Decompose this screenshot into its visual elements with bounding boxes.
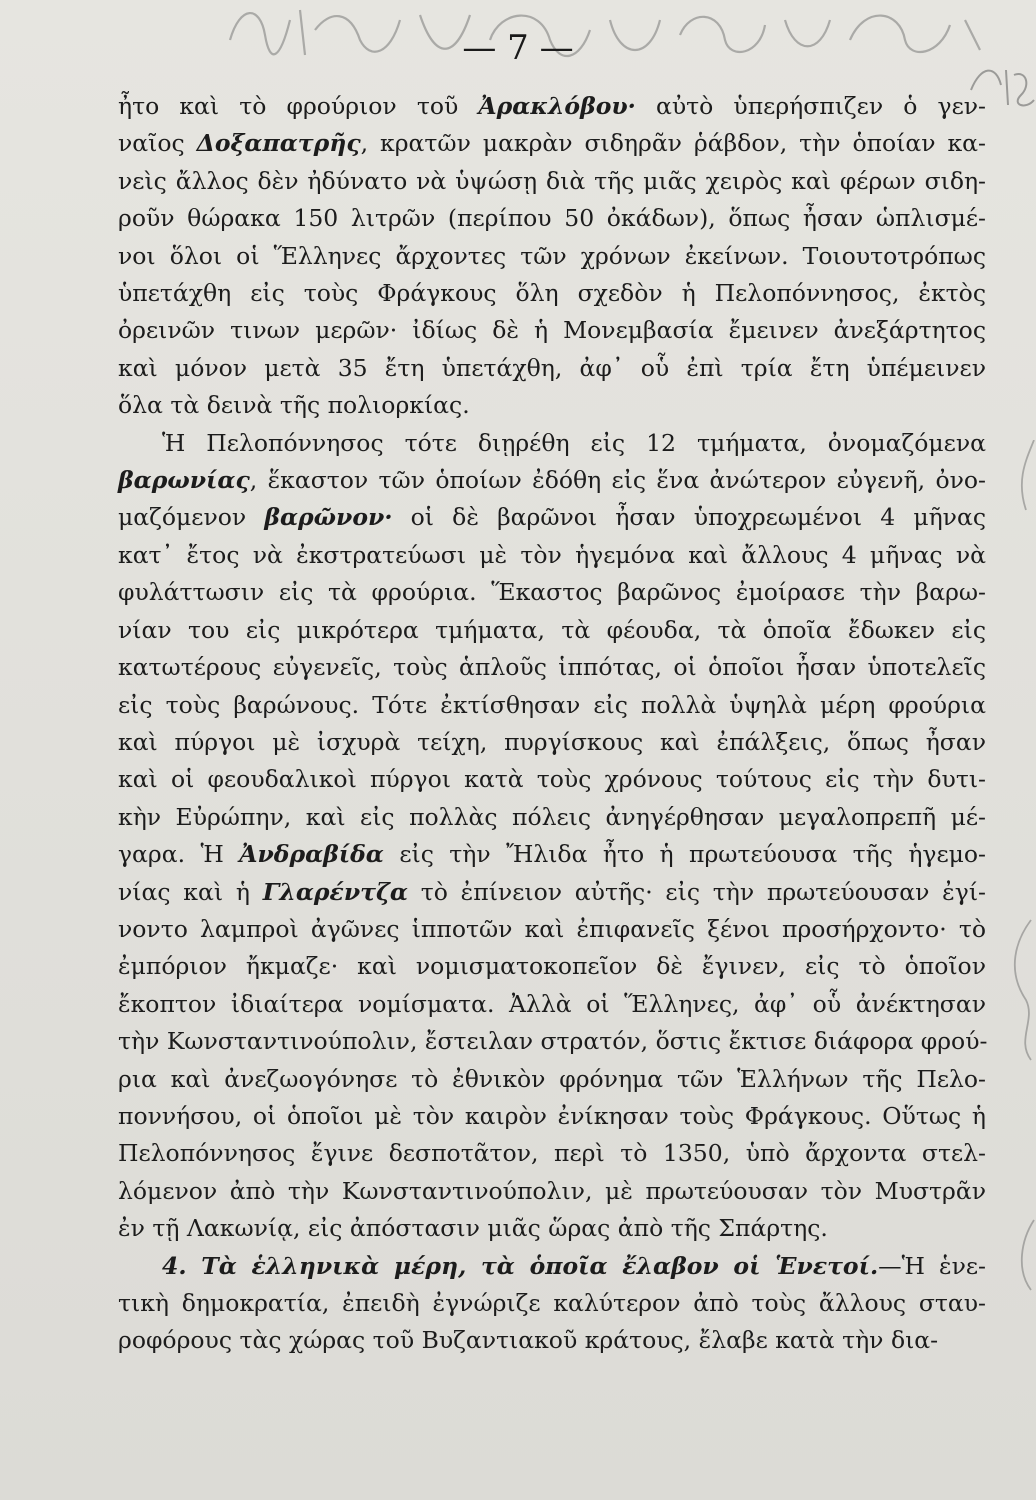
emphasis-run: 4. Τὰ ἑλληνικὰ μέρη, τὰ ὁποῖα ἔλαβον οἱ Ἑνετοί.	[162, 1251, 879, 1280]
text-line	[118, 574, 986, 611]
emphasis-run: Ἀρακλόβου·	[478, 92, 636, 120]
text-run: καὶ μόνον μετὰ 35 ἔτη ὑπετάχθη, ἀφ᾽ οὗ ἐπὶ τρία ἔτη ὑπέμεινεν	[118, 353, 986, 382]
text-line	[118, 350, 986, 387]
text-run: ὀρεινῶν τινων μερῶν· ἰδίως δὲ ἡ Μονεμβασία ἔμεινεν ἀνεξάρτητος	[118, 316, 986, 345]
text-run: εἰς τὴν Ἤλιδα ἦτο ἡ πρωτεύουσα τῆς ἡγεμο-	[383, 840, 986, 869]
text-line	[118, 1285, 986, 1322]
text-line	[118, 724, 986, 761]
text-run: νίαν του εἰς μικρότερα τμήματα, τὰ φέουδα, τὰ ὁποῖα ἔδωκεν εἰς	[118, 615, 986, 644]
text-run: τὴν Κωνσταντινούπολιν, ἔστειλαν στρατόν, ὅστις ἔκτισε διάφορα φρού-	[118, 1027, 988, 1056]
text-run: μαζόμενον	[118, 503, 265, 532]
text-line	[118, 1098, 986, 1135]
page-number: — 7 —	[462, 28, 574, 68]
text-line	[118, 1322, 986, 1359]
text-line	[118, 238, 986, 275]
text-line	[118, 88, 986, 125]
emphasis-run: βαρωνίας	[118, 466, 250, 495]
text-line	[118, 948, 986, 985]
text-run: ἦτο καὶ τὸ φρούριον τοῦ	[118, 92, 479, 120]
text-run: καὶ πύργοι μὲ ἰσχυρὰ τείχη, πυργίσκους καὶ ἐπάλξεις, ὅπως ἦσαν	[118, 727, 986, 756]
text-line	[118, 649, 986, 686]
emphasis-run: βαρῶνον·	[264, 503, 393, 532]
text-run: ροῦν θώρακα 150 λιτρῶν (περίπου 50 ὀκάδων), ὅπως ἦσαν ὡπλισμέ-	[118, 204, 986, 233]
emphasis-run: Ἀνδραβίδα	[239, 840, 384, 869]
text-line	[118, 1135, 986, 1172]
text-line	[118, 1023, 986, 1060]
text-run: ποννήσου, οἱ ὁποῖοι μὲ τὸν καιρὸν ἐνίκησαν τοὺς Φράγκους. Οὕτως ἡ	[118, 1101, 986, 1130]
text-run: Ἡ Πελοπόννησος τότε διῃρέθη εἰς 12 τμήματα, ὀνομαζόμενα	[162, 428, 986, 457]
text-run: νίας καὶ ἡ	[118, 877, 263, 906]
text-line	[118, 387, 986, 424]
text-run: , ἕκαστον τῶν ὁποίων ἐδόθη εἰς ἕνα ἀνώτερον εὐγενῆ, ὀνο-	[249, 466, 986, 495]
text-line	[118, 761, 986, 798]
text-run: τικὴ δημοκρατία, ἐπειδὴ ἐγνώριζε καλύτερον ἀπὸ τοὺς ἄλλους σταυ-	[118, 1289, 986, 1317]
emphasis-run: Δοξαπατρῆς	[196, 129, 361, 158]
text-line	[118, 986, 986, 1023]
text-run: αὐτὸ ὑπερήσπιζεν ὁ γεν-	[635, 92, 986, 120]
text-line	[118, 312, 986, 349]
text-run: τὸ ἐπίνειον αὐτῆς· εἰς τὴν πρωτεύουσαν ἐγί-	[407, 877, 986, 906]
text-run: νοντο λαμπροὶ ἀγῶνες ἱπποτῶν καὶ ἐπιφανεῖς ξένοι προσήρχοντο· τὸ	[118, 914, 986, 943]
text-line	[118, 499, 986, 536]
text-run: κατωτέρους εὐγενεῖς, τοὺς ἁπλοῦς ἱππότας, οἱ ὁποῖοι ἦσαν ὑποτελεῖς	[118, 653, 986, 682]
text-run: ἐν τῇ Λακωνίᾳ, εἰς ἀπόστασιν μιᾶς ὥρας ἀπὸ τῆς Σπάρτης.	[118, 1214, 828, 1243]
text-line	[118, 200, 986, 237]
text-run: κὴν Εὐρώπην, καὶ εἰς πολλὰς πόλεις ἀνηγέρθησαν μεγαλοπρεπῆ μέ-	[118, 802, 986, 831]
paragraph	[118, 425, 986, 1248]
text-run: εἰς τοὺς βαρώνους. Τότε ἐκτίσθησαν εἰς πολλὰ ὑψηλὰ μέρη φρούρια	[118, 690, 986, 719]
text-run: —Ἡ ἑνε-	[878, 1251, 986, 1280]
text-line	[118, 275, 986, 312]
text-line	[118, 462, 986, 499]
text-line	[118, 1248, 986, 1285]
text-run: ἐμπόριον ἤκμαζε· καὶ νομισματοκοπεῖον δὲ ἔγινεν, εἰς τὸ ὁποῖον	[118, 952, 986, 981]
text-line	[118, 537, 986, 574]
text-line	[118, 687, 986, 724]
text-run: Πελοπόννησος ἔγινε δεσποτᾶτον, περὶ τὸ 1350, ὑπὸ ἄρχοντα στελ-	[118, 1139, 986, 1168]
text-run: γαρα. Ἡ	[118, 840, 240, 869]
text-run: ὑπετάχθη εἰς τοὺς Φράγκους ὅλη σχεδὸν ἡ Πελοπόννησος, ἐκτὸς	[118, 279, 986, 308]
text-run: ρια καὶ ἀνεζωογόνησε τὸ ἐθνικὸν φρόνημα τῶν Ἑλλήνων τῆς Πελο-	[118, 1064, 986, 1093]
text-line	[118, 163, 986, 200]
text-line	[118, 1173, 986, 1210]
text-line	[118, 1061, 986, 1098]
text-line	[118, 425, 986, 462]
text-run: οἱ δὲ βαρῶνοι ἦσαν ὑποχρεωμένοι 4 μῆνας	[392, 503, 986, 532]
margin-pencil-sketch	[996, 440, 1036, 1340]
text-line	[118, 874, 986, 911]
text-run: νοι ὅλοι οἱ Ἕλληνες ἄρχοντες τῶν χρόνων ἐκείνων. Τοιουτοτρόπως	[118, 241, 986, 270]
text-run: ναῖος	[118, 129, 197, 158]
text-run: φυλάττωσιν εἰς τὰ φρούρια. Ἕκαστος βαρῶνος ἐμοίρασε τὴν βαρω-	[118, 578, 986, 607]
paragraph	[118, 88, 986, 425]
text-run: καὶ οἱ φεουδαλικοὶ πύργοι κατὰ τοὺς χρόνους τούτους εἰς τὴν δυτι-	[118, 765, 986, 794]
text-line	[118, 799, 986, 836]
text-run: ροφόρους τὰς χώρας τοῦ Βυζαντιακοῦ κράτους, ἔλαβε κατὰ τὴν δια-	[118, 1326, 939, 1355]
text-run: νεὶς ἄλλος δὲν ἠδύνατο νὰ ὑψώσῃ διὰ τῆς μιᾶς χειρὸς καὶ φέρων σιδη-	[118, 166, 986, 195]
paragraph	[118, 1248, 986, 1360]
emphasis-run: Γλαρέντζα	[262, 877, 408, 906]
text-run: , κρατῶν μακρὰν σιδηρᾶν ῥάβδον, τὴν ὁποίαν κα-	[360, 129, 986, 158]
text-line	[118, 1210, 986, 1247]
text-run: κατ᾽ ἔτος νὰ ἐκστρατεύωσι μὲ τὸν ἡγεμόνα καὶ ἄλλους 4 μῆνας νὰ	[118, 540, 986, 569]
text-run: ὅλα τὰ δεινὰ τῆς πολιορκίας.	[118, 391, 470, 420]
text-line	[118, 125, 986, 162]
text-line	[118, 836, 986, 873]
body-text	[118, 88, 986, 1360]
text-line	[118, 612, 986, 649]
text-run: λόμενον ἀπὸ τὴν Κωνσταντινούπολιν, μὲ πρωτεύουσαν τὸν Μυστρᾶν	[118, 1176, 986, 1205]
text-run: ἔκοπτον ἰδιαίτερα νομίσματα. Ἀλλὰ οἱ Ἕλληνες, ἀφ᾽ οὗ ἀνέκτησαν	[118, 989, 986, 1018]
text-line	[118, 911, 986, 948]
